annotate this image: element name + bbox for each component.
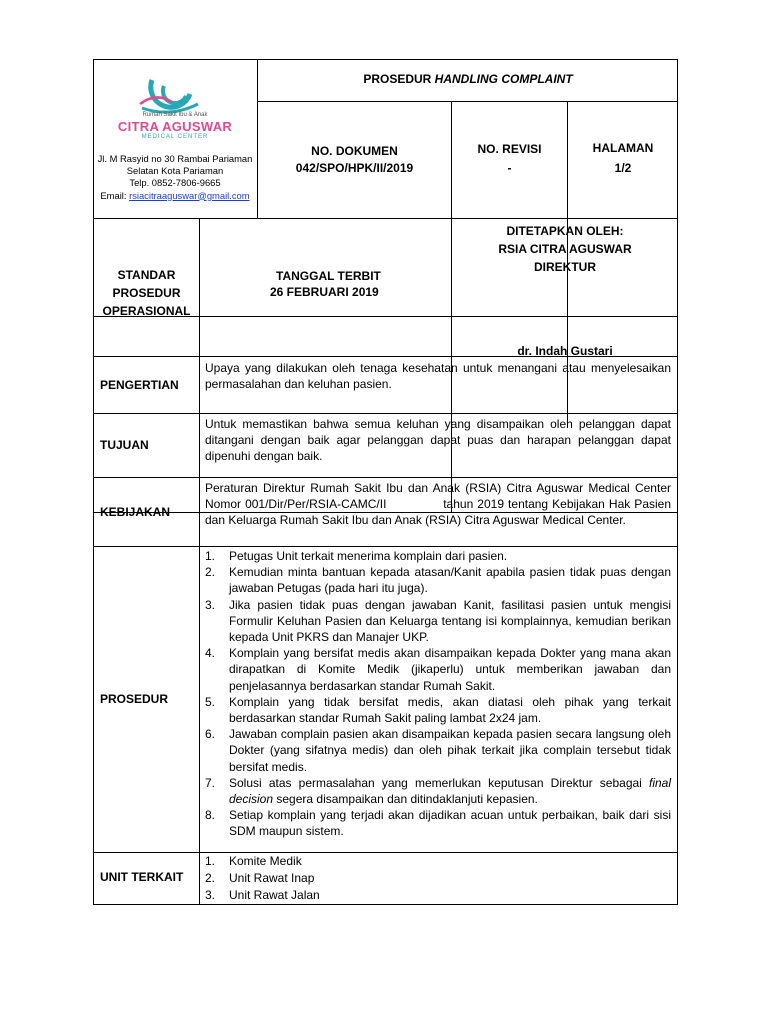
section-label-unit-terkait: UNIT TERKAIT bbox=[100, 870, 184, 884]
page-number: 1/2 bbox=[614, 161, 632, 175]
section-text-pengertian: Upaya yang dilakukan oleh tenaga kesehatan untuk menangani atau menyelesaikan permasalahan dan keluhan pasien. bbox=[205, 361, 671, 391]
approval-line-3: DIREKTUR bbox=[534, 260, 596, 274]
header-divider-title bbox=[257, 101, 678, 102]
email-link[interactable]: rsiacitraaguswar@gmail.com bbox=[129, 189, 250, 201]
prosedur-item-text: Komplain yang bersifat medis akan disampaikan kepada Dokter yang mana akan dirapatkan di Komite Medik (jikaperlu) untuk memberikan jawaban dan penjelasannya berdasarkan standar Rumah Sakit. bbox=[229, 646, 671, 693]
table-border-bottom bbox=[93, 904, 678, 905]
address-line-2: Selatan Kota Pariaman bbox=[126, 165, 224, 177]
sop-label-line-2: PROSEDUR bbox=[112, 286, 181, 300]
prosedur-item-text: Jawaban complain pasien akan disampaikan kepada pasien secara langsung oleh Dokter (yang sifatnya medis) dan oleh pihak terkait jika complain tersebut tidak bersifat medis. bbox=[229, 727, 671, 774]
prosedur-item-text: Solusi atas permasalahan yang memerlukan keputusan Direktur sebagai bbox=[229, 775, 649, 790]
prosedur-item-text: Komplain yang tidak bersifat medis, akan diatasi oleh pihak yang terkait berdasarkan standar Rumah Sakit paling lambat 2x24 jam. bbox=[229, 694, 671, 726]
logo-name: CITRA AGUSWAR bbox=[117, 119, 233, 134]
revision-value: - bbox=[507, 161, 512, 175]
unit-item-number: 3. bbox=[205, 888, 216, 902]
prosedur-item-number: 8. bbox=[205, 808, 216, 823]
header-bottom-line bbox=[93, 218, 678, 219]
unit-item-number: 1. bbox=[205, 854, 216, 868]
prosedur-item bbox=[205, 548, 671, 564]
prosedur-item-text: Setiap komplain yang terjadi akan dijadikan acuan untuk perbaikan, baik dari sisi SDM maupun sistem. bbox=[229, 808, 671, 839]
unit-item-number: 2. bbox=[205, 871, 216, 885]
page-label: HALAMAN bbox=[592, 141, 654, 155]
hospital-logo bbox=[112, 74, 238, 150]
doc-number-value: 042/SPO/HPK/II/2019 bbox=[295, 161, 414, 175]
prosedur-item-text: Kemudian minta bantuan kepada atasan/Kanit apabila pasien tidak puas dengan jawaban Petugas (pada hari itu juga). bbox=[229, 565, 671, 596]
section-label-tujuan: TUJUAN bbox=[100, 438, 149, 452]
title-prefix: PROSEDUR bbox=[363, 72, 435, 86]
sop-label bbox=[94, 266, 199, 320]
page-title bbox=[258, 71, 678, 87]
prosedur-item bbox=[205, 564, 671, 596]
prosedur-item-text: Petugas Unit terkait menerima komplain dari pasien. bbox=[229, 549, 508, 563]
signatory-name: dr. Indah Gustari bbox=[517, 344, 613, 358]
prosedur-item bbox=[205, 775, 671, 807]
row-line-pengertian bbox=[93, 413, 678, 414]
section-label-kebijakan: KEBIJAKAN bbox=[100, 505, 171, 519]
unit-item bbox=[205, 887, 671, 904]
logo-subtitle: MEDICAL CENTER bbox=[141, 134, 209, 140]
prosedur-item-text-cont: segera disampaikan dan ditindaklanjuti kepasien. bbox=[273, 792, 538, 807]
prosedur-item bbox=[205, 726, 671, 775]
title-italic: HANDLING COMPLAINT bbox=[434, 72, 573, 86]
address-email-row bbox=[94, 190, 256, 202]
prosedur-item-number: 7. bbox=[205, 775, 216, 790]
sop-label-line-1: STANDAR bbox=[117, 268, 176, 282]
prosedur-item-number: 4. bbox=[205, 646, 216, 661]
prosedur-item-number: 1. bbox=[205, 549, 216, 563]
section-label-prosedur: PROSEDUR bbox=[100, 692, 169, 706]
prosedur-list bbox=[205, 548, 671, 840]
section-label-divider bbox=[199, 356, 200, 904]
address-line-3: Telp. 0852-7806-9665 bbox=[129, 177, 221, 189]
prosedur-item-text: Jika pasien tidak puas dengan jawaban Kanit, fasilitasi pasien untuk mengisi Formulir Keluhan Pasien dan Keluarga tentang isi komplainnya, kemudian berikan kepada Unit PKRS dan Manajer UKP. bbox=[229, 597, 671, 645]
row-line-kebijakan bbox=[93, 546, 678, 547]
approval-line-2: RSIA CITRA AGUSWAR bbox=[498, 242, 632, 256]
sop-divider-label bbox=[199, 218, 200, 356]
prosedur-item-italic-term: final decision bbox=[229, 775, 671, 807]
prosedur-item-number: 6. bbox=[205, 727, 216, 742]
prosedur-item-number: 3. bbox=[205, 597, 216, 612]
address-line-1: Jl. M Rasyid no 30 Rambai Pariaman bbox=[97, 153, 253, 164]
unit-terkait-list bbox=[205, 853, 671, 904]
prosedur-item bbox=[205, 694, 671, 726]
prosedur-item bbox=[205, 807, 671, 839]
unit-item bbox=[205, 853, 671, 870]
prosedur-item-number: 2. bbox=[205, 565, 216, 580]
revision-label: NO. REVISI bbox=[477, 142, 542, 156]
section-text-kebijakan: Peraturan Direktur Rumah Sakit Ibu dan Anak (RSIA) Citra Aguswar Medical Center Nomor 001/Dir/Per/RSIA-CAMC/II tahun 2019 tentang Kebijakan Hak Pasien dan Keluarga Rumah Sakit Ibu dan Anak (RSIA) Citra Aguswar Medical Center. bbox=[205, 481, 675, 527]
prosedur-item bbox=[205, 597, 671, 646]
unit-item-text: Unit Rawat Jalan bbox=[229, 888, 320, 902]
sop-label-line-3: OPERASIONAL bbox=[102, 304, 191, 318]
email-label: Email: bbox=[100, 189, 130, 201]
issue-date-block bbox=[270, 268, 450, 300]
table-border-right bbox=[677, 59, 678, 904]
unit-item-text: Komite Medik bbox=[229, 854, 302, 868]
prosedur-item bbox=[205, 645, 671, 694]
section-label-pengertian: PENGERTIAN bbox=[100, 378, 179, 392]
hospital-address bbox=[94, 153, 256, 202]
unit-item-text: Unit Rawat Inap bbox=[229, 871, 315, 885]
issue-date-label: TANGGAL TERBIT bbox=[276, 269, 381, 283]
prosedur-item-number: 5. bbox=[205, 694, 216, 709]
logo-tagline: Rumah Sakit Ibu & Anak bbox=[142, 112, 208, 118]
approval-line-1: DITETAPKAN OLEH: bbox=[506, 224, 624, 238]
unit-item bbox=[205, 870, 671, 887]
table-border-top bbox=[93, 59, 678, 60]
row-line-tujuan bbox=[93, 477, 678, 478]
doc-number-label: NO. DOKUMEN bbox=[311, 144, 398, 158]
section-text-tujuan: Untuk memastikan bahwa semua keluhan yang disampaikan oleh pelanggan dapat ditangani dengan baik agar pelanggan dapat puas dan harapan pelanggan dapat dipenuhi dengan baik. bbox=[205, 417, 671, 463]
approval-block bbox=[452, 222, 678, 276]
issue-date-value: 26 FEBRUARI 2019 bbox=[270, 285, 379, 299]
